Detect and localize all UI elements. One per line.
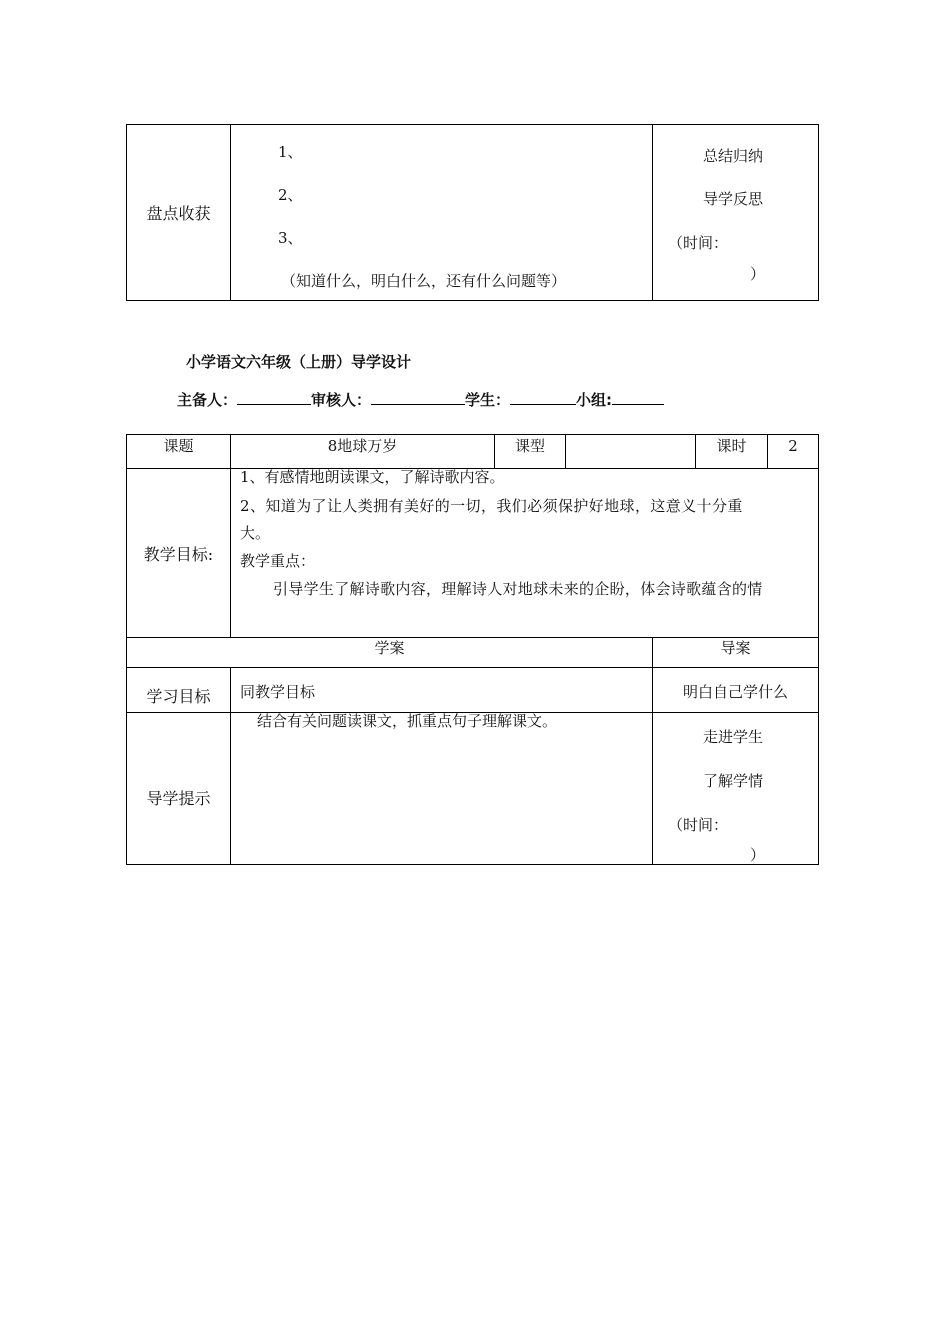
sign-line (177, 388, 664, 410)
lesson-vline-side (652, 637, 653, 865)
study-goal-label: 学习目标 (146, 686, 211, 706)
preparer-label: 主备人： (177, 391, 238, 409)
summary-item-2: 2、 (278, 186, 303, 204)
summary-divider-1 (230, 124, 231, 301)
goals-line-5: 引导学生了解诗歌内容，理解诗人对地球未来的企盼，体会诗歌蕴含的情 (273, 580, 763, 598)
hint-side-2: 了解学情 (703, 772, 764, 790)
group-blank[interactable] (612, 388, 664, 405)
student-label: 学生： (465, 391, 511, 409)
summary-time-open: （时间： (668, 234, 729, 252)
goals-line-2: 2、知道为了让人类拥有美好的一切，我们必须保护好地球，这意义十分重 (240, 497, 743, 515)
lesson-vline-label-lower (230, 667, 231, 865)
summary-side-1: 总结归纳 (703, 147, 764, 165)
hint-time-close: ） (750, 846, 766, 864)
daoan-header: 导案 (720, 639, 751, 657)
study-goal-side: 明白自己学什么 (682, 683, 788, 701)
xuean-header: 学案 (374, 639, 405, 657)
group-label: 小组: (576, 391, 613, 409)
summary-time-close: ） (750, 265, 766, 283)
goals-label: 教学目标: (143, 544, 214, 564)
summary-note: （知道什么，明白什么，还有什么问题等） (281, 272, 567, 290)
summary-row-label: 盘点收获 (146, 204, 211, 223)
lesson-vline-label (230, 434, 231, 638)
hint-time-open: （时间： (668, 816, 729, 834)
goals-line-4: 教学重点： (240, 552, 316, 570)
summary-item-1: 1、 (278, 143, 303, 161)
type-label: 课型 (514, 437, 545, 455)
topic-label: 课题 (163, 437, 194, 455)
hint-label: 导学提示 (146, 788, 211, 808)
period-value: 2 (788, 437, 798, 455)
reviewer-blank[interactable] (371, 388, 465, 405)
hint-side-1: 走进学生 (703, 728, 764, 746)
hint-value: 结合有关问题读课文，抓重点句子理解课文。 (257, 712, 558, 730)
goals-line-1: 1、有感情地朗读课文，了解诗歌内容。 (240, 468, 505, 486)
student-blank[interactable] (510, 388, 576, 405)
summary-item-3: 3、 (278, 229, 303, 247)
preparer-blank[interactable] (237, 388, 311, 405)
study-goal-value: 同教学目标 (240, 683, 316, 701)
type-value (566, 435, 695, 457)
summary-divider-2 (652, 124, 653, 301)
page-title: 小学语文六年级（上册）导学设计 (186, 353, 412, 371)
period-label: 课时 (716, 437, 747, 455)
goals-line-3: 大。 (240, 524, 271, 542)
summary-side-2: 导学反思 (703, 190, 764, 208)
reviewer-label: 审核人： (311, 391, 372, 409)
topic-value: 8地球万岁 (327, 437, 398, 455)
